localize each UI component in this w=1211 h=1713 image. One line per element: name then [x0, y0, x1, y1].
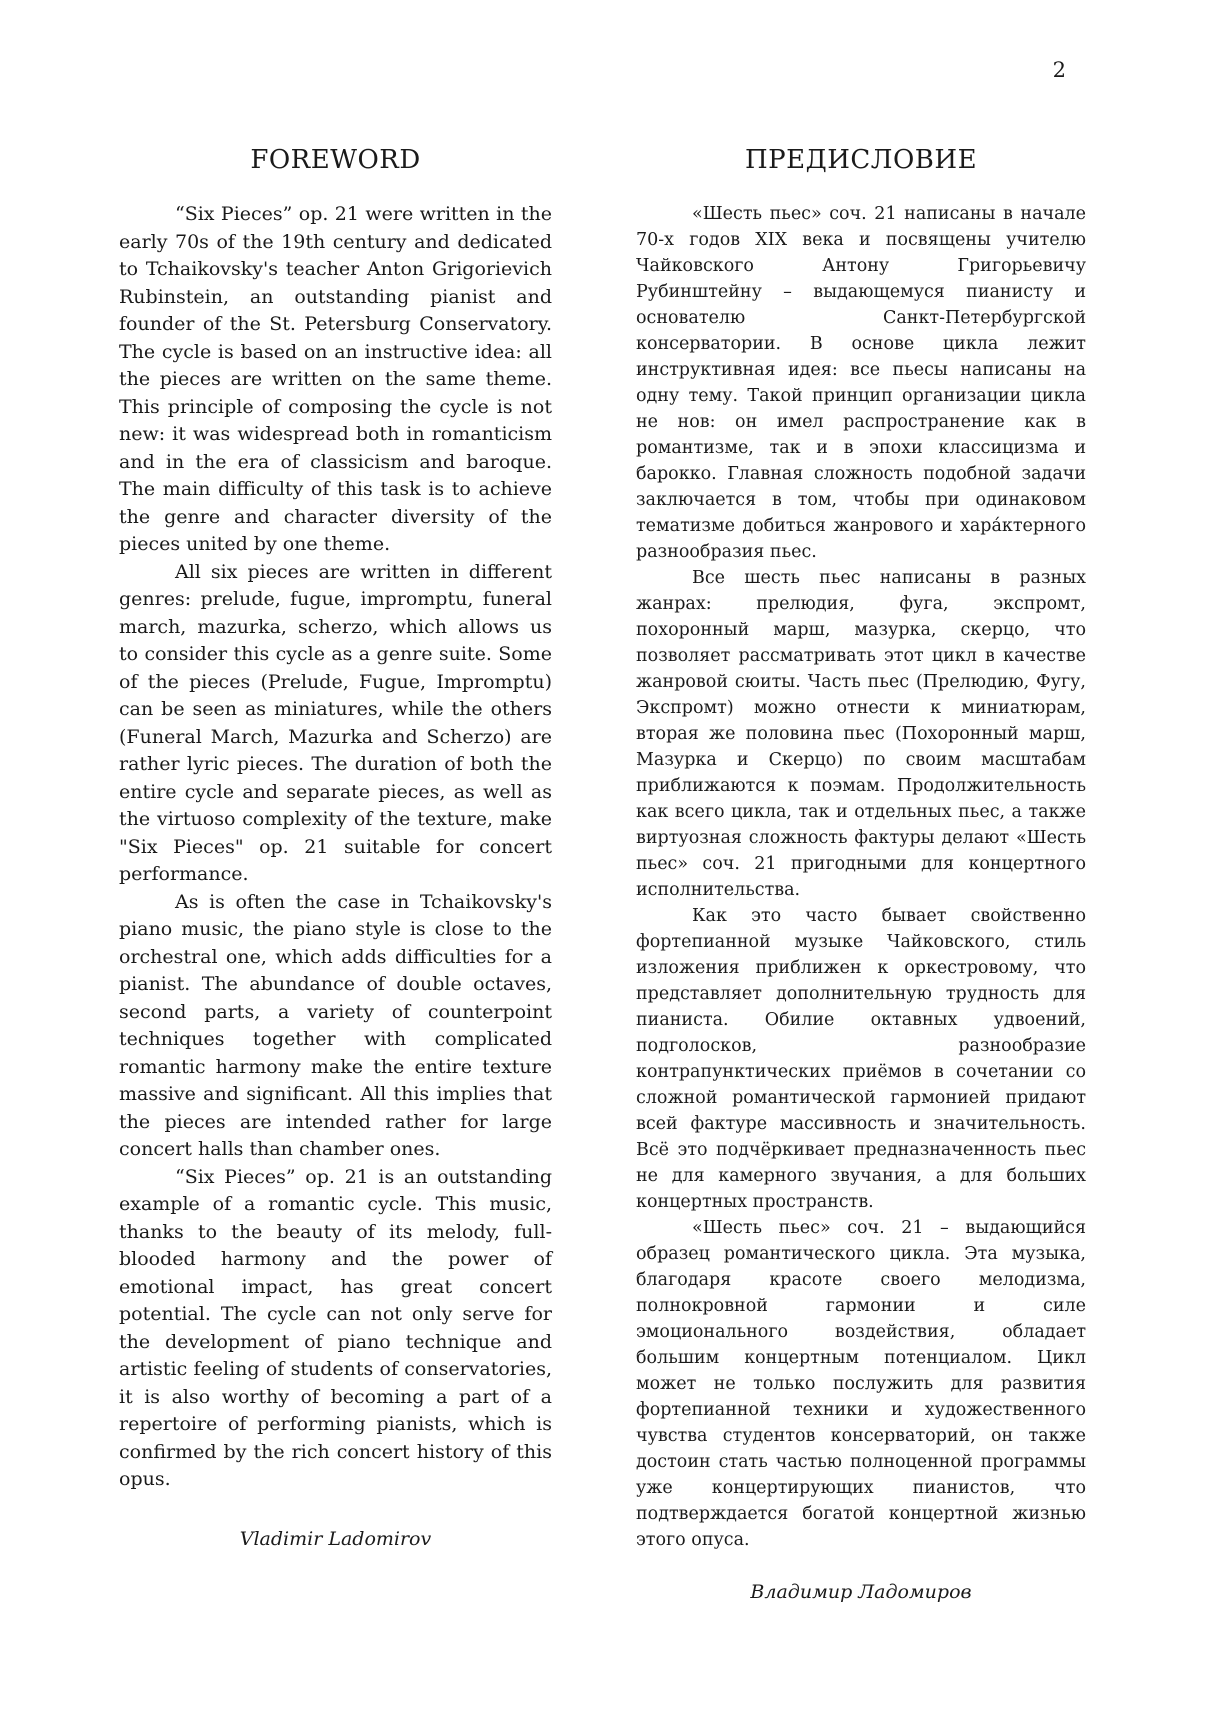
english-paragraph-3: As is often the case in Tchaikovsky's piano music, the piano style is close to the orchestral one, which adds difficulties for a pianist. The abundance of double octaves, second parts, a variety of counterpoint techniques together with complicated romantic harmony make the entire texture massive and significant. All this implies that the pieces are intended rather for large concert halls than chamber ones.	[119, 890, 552, 1160]
english-paragraph-1: “Six Pieces” op. 21 were written in the early 70s of the 19th century and dedicated to Tchaikovsky's teacher Anton Grigorievich Rubinstein, an outstanding pianist and founder of the St. Petersburg Conservatory. The cycle is based on an instructive idea: all the pieces are written on the same theme. This principle of composing the cycle is not new: it was widespread both in romanticism and in the era of classicism and baroque. The main difficulty of this task is to achieve the genre and character diversity of the pieces united by one theme.	[119, 203, 552, 555]
russian-column	[636, 145, 1086, 1603]
english-paragraph-2: All six pieces are written in different genres: prelude, fugue, impromptu, funeral march, mazurka, scherzo, which allows us to consider this cycle as a genre suite. Some of the pieces (Prelude, Fugue, Impromptu) can be seen as miniatures, while the others (Funeral March, Mazurka and Scherzo) are rather lyric pieces. The duration of both the entire cycle and separate pieces, as well as the virtuoso complexity of the texture, make "Six Pieces" op. 21 suitable for concert performance.	[119, 560, 552, 885]
page-number: 2	[1052, 58, 1066, 82]
russian-paragraph-1: «Шесть пьес» соч. 21 написаны в начале 70-х годов XIX века и посвящены учителю Чайковского Антону Григорьевичу Рубинштейну – выдающемуся пианисту и основателю Санкт-Петербургской консерватории. В основе цикла лежит инструктивная идея: все пьесы написаны на одну тему. Такой принцип организации цикла не нов: он имел распространение как в романтизме, так и в эпохи классицизма и барокко. Главная сложность подобной задачи заключается в том, чтобы при одинаковом тематизме добиться жанрового и хара́ктерного разнообразия пьес.	[636, 204, 1086, 562]
english-heading: FOREWORD	[250, 145, 421, 175]
russian-signature: Владимир Ладомиров	[750, 1581, 972, 1603]
russian-paragraph-4: «Шесть пьес» соч. 21 – выдающийся образец романтического цикла. Эта музыка, благодаря красоте своего мелодизма, полнокровной гармонии и силе эмоционального воздействия, обладает большим концертным потенциалом. Цикл может не только послужить для развития фортепианной техники и художественного чувства студентов консерваторий, он также достоин стать частью полноценной программы уже концертирующих пианистов, что подтверждается богатой концертной жизнью этого опуса.	[636, 1218, 1086, 1550]
russian-heading: ПРЕДИСЛОВИЕ	[744, 145, 978, 175]
english-signature: Vladimir Ladomirov	[239, 1527, 432, 1550]
russian-paragraph-2: Все шесть пьес написаны в разных жанрах: прелюдия, фуга, экспромт, похоронный марш, мазурка, скерцо, что позволяет рассматривать этот цикл в качестве жанровой сюиты. Часть пьес (Прелюдию, Фугу, Экспромт) можно отнести к миниатюрам, вторая же половина пьес (Похоронный марш, Мазурка и Скерцо) по своим масштабам приближаются к поэмам. Продолжительность как всего цикла, так и отдельных пьес, а также виртуозная сложность фактуры делают «Шесть пьес» соч. 21 пригодными для концертного исполнительства.	[636, 568, 1086, 900]
english-column	[119, 145, 552, 1550]
english-paragraph-4: “Six Pieces” op. 21 is an outstanding example of a romantic cycle. This music, thanks to the beauty of its melody, full-blooded harmony and the power of emotional impact, has great concert potential. The cycle can not only serve for the development of piano technique and artistic feeling of students of conservatories, it is also worthy of becoming a part of a repertoire of performing pianists, which is confirmed by the rich concert history of this opus.	[119, 1165, 552, 1490]
russian-paragraph-3: Как это часто бывает свойственно фортепианной музыке Чайковского, стиль изложения приближен к оркестровому, что представляет дополнительную трудность для пианиста. Обилие октавных удвоений, подголосков, разнообразие контрапунктических приёмов в сочетании со сложной романтической гармонией придают всей фактуре массивность и значительность. Всё это подчёркивает предназначенность пьес не для камерного звучания, а для больших концертных пространств.	[636, 906, 1086, 1212]
